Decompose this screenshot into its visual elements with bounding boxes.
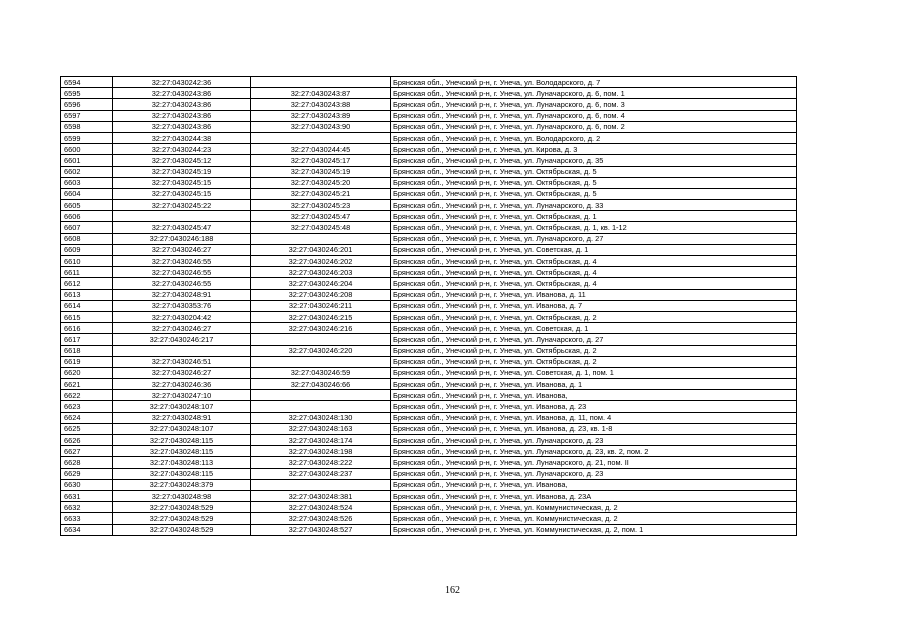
row-number-cell: 6632 bbox=[61, 502, 113, 513]
address-cell: Брянская обл., Унечский р-н, г. Унеча, ул. Советская, д. 1 bbox=[391, 323, 797, 334]
address-cell: Брянская обл., Унечский р-н, г. Унеча, ул. Луначарского, д. 33 bbox=[391, 200, 797, 211]
row-number-cell: 6611 bbox=[61, 267, 113, 278]
row-number-cell: 6614 bbox=[61, 300, 113, 311]
table-row bbox=[61, 222, 797, 233]
cadastral-number-cell: 32:27:0430243:88 bbox=[251, 99, 391, 110]
parent-cadastral-number-cell: 32:27:0430248:115 bbox=[113, 435, 251, 446]
parent-cadastral-number-cell: 32:27:0430246:27 bbox=[113, 323, 251, 334]
parent-cadastral-number-cell: 32:27:0430248:113 bbox=[113, 457, 251, 468]
parent-cadastral-number-cell: 32:27:0430248:115 bbox=[113, 446, 251, 457]
cadastral-number-cell bbox=[251, 356, 391, 367]
cadastral-number-cell: 32:27:0430246:203 bbox=[251, 267, 391, 278]
row-number-cell: 6600 bbox=[61, 144, 113, 155]
cadastral-number-cell: 32:27:0430243:89 bbox=[251, 110, 391, 121]
table-row bbox=[61, 490, 797, 501]
address-cell: Брянская обл., Унечский р-н, г. Унеча, ул. Луначарского, д. 6, пом. 4 bbox=[391, 110, 797, 121]
cadastral-number-cell: 32:27:0430246:208 bbox=[251, 289, 391, 300]
cadastral-number-cell bbox=[251, 479, 391, 490]
address-cell: Брянская обл., Унечский р-н, г. Унеча, ул. Коммунистическая, д. 2, пом. 1 bbox=[391, 524, 797, 535]
address-cell: Брянская обл., Унечский р-н, г. Унеча, ул. Луначарского, д. 23 bbox=[391, 435, 797, 446]
table-row bbox=[61, 121, 797, 132]
row-number-cell: 6604 bbox=[61, 188, 113, 199]
cadastral-number-cell: 32:27:0430246:215 bbox=[251, 311, 391, 322]
table-row bbox=[61, 379, 797, 390]
address-cell: Брянская обл., Унечский р-н, г. Унеча, ул. Октябрьская, д. 5 bbox=[391, 177, 797, 188]
parent-cadastral-number-cell: 32:27:0430243:86 bbox=[113, 121, 251, 132]
parent-cadastral-number-cell: 32:27:0430246:55 bbox=[113, 278, 251, 289]
address-cell: Брянская обл., Унечский р-н, г. Унеча, ул. Луначарского, д. 27 bbox=[391, 233, 797, 244]
table-row bbox=[61, 502, 797, 513]
address-cell: Брянская обл., Унечский р-н, г. Унеча, ул. Октябрьская, д. 2 bbox=[391, 311, 797, 322]
row-number-cell: 6601 bbox=[61, 155, 113, 166]
registry-table bbox=[60, 76, 797, 536]
parent-cadastral-number-cell: 32:27:0430248:529 bbox=[113, 513, 251, 524]
row-number-cell: 6603 bbox=[61, 177, 113, 188]
table-row bbox=[61, 457, 797, 468]
address-cell: Брянская обл., Унечский р-н, г. Унеча, ул. Луначарского, д. 35 bbox=[391, 155, 797, 166]
address-cell: Брянская обл., Унечский р-н, г. Унеча, ул. Луначарского, д. 6, пом. 3 bbox=[391, 99, 797, 110]
address-cell: Брянская обл., Унечский р-н, г. Унеча, ул. Октябрьская, д. 5 bbox=[391, 188, 797, 199]
address-cell: Брянская обл., Унечский р-н, г. Унеча, ул. Луначарского, д. 23 bbox=[391, 468, 797, 479]
row-number-cell: 6621 bbox=[61, 379, 113, 390]
table-row bbox=[61, 345, 797, 356]
address-cell: Брянская обл., Унечский р-н, г. Унеча, ул. Луначарского, д. 6, пом. 1 bbox=[391, 88, 797, 99]
parent-cadastral-number-cell: 32:27:0430243:86 bbox=[113, 99, 251, 110]
parent-cadastral-number-cell: 32:27:0430242:36 bbox=[113, 77, 251, 88]
parent-cadastral-number-cell: 32:27:0430248:529 bbox=[113, 524, 251, 535]
parent-cadastral-number-cell: 32:27:0430246:51 bbox=[113, 356, 251, 367]
cadastral-number-cell: 32:27:0430248:222 bbox=[251, 457, 391, 468]
table-row bbox=[61, 244, 797, 255]
row-number-cell: 6610 bbox=[61, 256, 113, 267]
cadastral-number-cell bbox=[251, 401, 391, 412]
cadastral-number-cell bbox=[251, 233, 391, 244]
cadastral-number-cell bbox=[251, 390, 391, 401]
table-row bbox=[61, 524, 797, 535]
cadastral-number-cell: 32:27:0430246:202 bbox=[251, 256, 391, 267]
table-row bbox=[61, 200, 797, 211]
row-number-cell: 6595 bbox=[61, 88, 113, 99]
cadastral-number-cell bbox=[251, 77, 391, 88]
table-row bbox=[61, 77, 797, 88]
row-number-cell: 6596 bbox=[61, 99, 113, 110]
row-number-cell: 6625 bbox=[61, 423, 113, 434]
page-number: 162 bbox=[445, 585, 460, 596]
row-number-cell: 6598 bbox=[61, 121, 113, 132]
address-cell: Брянская обл., Унечский р-н, г. Унеча, ул. Советская, д. 1 bbox=[391, 244, 797, 255]
cadastral-number-cell: 32:27:0430245:20 bbox=[251, 177, 391, 188]
row-number-cell: 6605 bbox=[61, 200, 113, 211]
parent-cadastral-number-cell: 32:27:0430246:27 bbox=[113, 244, 251, 255]
cadastral-number-cell: 32:27:0430246:204 bbox=[251, 278, 391, 289]
parent-cadastral-number-cell: 32:27:0430248:91 bbox=[113, 412, 251, 423]
address-cell: Брянская обл., Унечский р-н, г. Унеча, ул. Луначарского, д. 27 bbox=[391, 334, 797, 345]
parent-cadastral-number-cell: 32:27:0430244:23 bbox=[113, 144, 251, 155]
row-number-cell: 6619 bbox=[61, 356, 113, 367]
table-row bbox=[61, 468, 797, 479]
table-row bbox=[61, 446, 797, 457]
row-number-cell: 6622 bbox=[61, 390, 113, 401]
row-number-cell: 6620 bbox=[61, 367, 113, 378]
address-cell: Брянская обл., Унечский р-н, г. Унеча, ул. Коммунистическая, д. 2 bbox=[391, 513, 797, 524]
table-row bbox=[61, 144, 797, 155]
parent-cadastral-number-cell: 32:27:0430248:91 bbox=[113, 289, 251, 300]
address-cell: Брянская обл., Унечский р-н, г. Унеча, ул. Коммунистическая, д. 2 bbox=[391, 502, 797, 513]
address-cell: Брянская обл., Унечский р-н, г. Унеча, ул. Иванова, д. 23, кв. 1-8 bbox=[391, 423, 797, 434]
cadastral-number-cell: 32:27:0430246:59 bbox=[251, 367, 391, 378]
row-number-cell: 6616 bbox=[61, 323, 113, 334]
cadastral-number-cell: 32:27:0430248:524 bbox=[251, 502, 391, 513]
cadastral-number-cell: 32:27:0430248:163 bbox=[251, 423, 391, 434]
table-row bbox=[61, 211, 797, 222]
cadastral-number-cell: 32:27:0430246:220 bbox=[251, 345, 391, 356]
table-row bbox=[61, 267, 797, 278]
address-cell: Брянская обл., Унечский р-н, г. Унеча, ул. Луначарского, д. 6, пом. 2 bbox=[391, 121, 797, 132]
table-row bbox=[61, 88, 797, 99]
row-number-cell: 6613 bbox=[61, 289, 113, 300]
table-row bbox=[61, 155, 797, 166]
cadastral-number-cell: 32:27:0430245:17 bbox=[251, 155, 391, 166]
parent-cadastral-number-cell bbox=[113, 345, 251, 356]
cadastral-number-cell: 32:27:0430245:48 bbox=[251, 222, 391, 233]
table-row bbox=[61, 311, 797, 322]
parent-cadastral-number-cell bbox=[113, 211, 251, 222]
address-cell: Брянская обл., Унечский р-н, г. Унеча, ул. Октябрьская, д. 4 bbox=[391, 267, 797, 278]
cadastral-number-cell: 32:27:0430248:130 bbox=[251, 412, 391, 423]
table-row bbox=[61, 99, 797, 110]
address-cell: Брянская обл., Унечский р-н, г. Унеча, ул. Луначарского, д. 21, пом. II bbox=[391, 457, 797, 468]
row-number-cell: 6634 bbox=[61, 524, 113, 535]
table-row bbox=[61, 423, 797, 434]
row-number-cell: 6597 bbox=[61, 110, 113, 121]
cadastral-number-cell: 32:27:0430246:66 bbox=[251, 379, 391, 390]
cadastral-number-cell: 32:27:0430248:526 bbox=[251, 513, 391, 524]
cadastral-number-cell: 32:27:0430245:23 bbox=[251, 200, 391, 211]
table-row bbox=[61, 278, 797, 289]
parent-cadastral-number-cell: 32:27:0430243:86 bbox=[113, 88, 251, 99]
parent-cadastral-number-cell: 32:27:0430246:36 bbox=[113, 379, 251, 390]
cadastral-number-cell: 32:27:0430248:198 bbox=[251, 446, 391, 457]
address-cell: Брянская обл., Унечский р-н, г. Унеча, ул. Иванова, д. 11, пом. 4 bbox=[391, 412, 797, 423]
table-row bbox=[61, 412, 797, 423]
address-cell: Брянская обл., Унечский р-н, г. Унеча, ул. Октябрьская, д. 5 bbox=[391, 166, 797, 177]
parent-cadastral-number-cell: 32:27:0430245:22 bbox=[113, 200, 251, 211]
table-row bbox=[61, 513, 797, 524]
cadastral-number-cell: 32:27:0430248:174 bbox=[251, 435, 391, 446]
parent-cadastral-number-cell: 32:27:0430245:12 bbox=[113, 155, 251, 166]
row-number-cell: 6626 bbox=[61, 435, 113, 446]
row-number-cell: 6623 bbox=[61, 401, 113, 412]
parent-cadastral-number-cell: 32:27:0430353:76 bbox=[113, 300, 251, 311]
address-cell: Брянская обл., Унечский р-н, г. Унеча, ул. Октябрьская, д. 2 bbox=[391, 356, 797, 367]
address-cell: Брянская обл., Унечский р-н, г. Унеча, ул. Октябрьская, д. 1, кв. 1-12 bbox=[391, 222, 797, 233]
table-row bbox=[61, 367, 797, 378]
row-number-cell: 6599 bbox=[61, 132, 113, 143]
cadastral-number-cell: 32:27:0430246:201 bbox=[251, 244, 391, 255]
address-cell: Брянская обл., Унечский р-н, г. Унеча, ул. Октябрьская, д. 2 bbox=[391, 345, 797, 356]
cadastral-number-cell: 32:27:0430245:19 bbox=[251, 166, 391, 177]
table-row bbox=[61, 356, 797, 367]
table-row bbox=[61, 166, 797, 177]
table-row bbox=[61, 110, 797, 121]
row-number-cell: 6608 bbox=[61, 233, 113, 244]
cadastral-number-cell: 32:27:0430243:90 bbox=[251, 121, 391, 132]
parent-cadastral-number-cell: 32:27:0430243:86 bbox=[113, 110, 251, 121]
parent-cadastral-number-cell: 32:27:0430246:55 bbox=[113, 256, 251, 267]
table-row bbox=[61, 177, 797, 188]
table-row bbox=[61, 334, 797, 345]
registry-table-body bbox=[61, 77, 797, 536]
address-cell: Брянская обл., Унечский р-н, г. Унеча, ул. Иванова, д. 11 bbox=[391, 289, 797, 300]
cadastral-number-cell: 32:27:0430248:527 bbox=[251, 524, 391, 535]
parent-cadastral-number-cell: 32:27:0430248:98 bbox=[113, 490, 251, 501]
address-cell: Брянская обл., Унечский р-н, г. Унеча, ул. Иванова, д. 7 bbox=[391, 300, 797, 311]
parent-cadastral-number-cell: 32:27:0430248:107 bbox=[113, 401, 251, 412]
table-row bbox=[61, 132, 797, 143]
table-row bbox=[61, 401, 797, 412]
table-row bbox=[61, 390, 797, 401]
address-cell: Брянская обл., Унечский р-н, г. Унеча, ул. Кирова, д. 3 bbox=[391, 144, 797, 155]
parent-cadastral-number-cell: 32:27:0430245:15 bbox=[113, 188, 251, 199]
row-number-cell: 6602 bbox=[61, 166, 113, 177]
row-number-cell: 6609 bbox=[61, 244, 113, 255]
address-cell: Брянская обл., Унечский р-н, г. Унеча, ул. Иванова, bbox=[391, 390, 797, 401]
cadastral-number-cell: 32:27:0430243:87 bbox=[251, 88, 391, 99]
parent-cadastral-number-cell: 32:27:0430248:379 bbox=[113, 479, 251, 490]
table-row bbox=[61, 435, 797, 446]
row-number-cell: 6618 bbox=[61, 345, 113, 356]
row-number-cell: 6612 bbox=[61, 278, 113, 289]
parent-cadastral-number-cell: 32:27:0430248:107 bbox=[113, 423, 251, 434]
row-number-cell: 6629 bbox=[61, 468, 113, 479]
parent-cadastral-number-cell: 32:27:0430245:15 bbox=[113, 177, 251, 188]
parent-cadastral-number-cell: 32:27:0430244:38 bbox=[113, 132, 251, 143]
address-cell: Брянская обл., Унечский р-н, г. Унеча, ул. Иванова, д. 23А bbox=[391, 490, 797, 501]
address-cell: Брянская обл., Унечский р-н, г. Унеча, ул. Октябрьская, д. 1 bbox=[391, 211, 797, 222]
address-cell: Брянская обл., Унечский р-н, г. Унеча, ул. Иванова, д. 1 bbox=[391, 379, 797, 390]
address-cell: Брянская обл., Унечский р-н, г. Унеча, ул. Иванова, bbox=[391, 479, 797, 490]
table-row bbox=[61, 256, 797, 267]
parent-cadastral-number-cell: 32:27:0430248:529 bbox=[113, 502, 251, 513]
address-cell: Брянская обл., Унечский р-н, г. Унеча, ул. Октябрьская, д. 4 bbox=[391, 256, 797, 267]
row-number-cell: 6607 bbox=[61, 222, 113, 233]
address-cell: Брянская обл., Унечский р-н, г. Унеча, ул. Иванова, д. 23 bbox=[391, 401, 797, 412]
parent-cadastral-number-cell: 32:27:0430204:42 bbox=[113, 311, 251, 322]
address-cell: Брянская обл., Унечский р-н, г. Унеча, ул. Володарского, д. 2 bbox=[391, 132, 797, 143]
row-number-cell: 6631 bbox=[61, 490, 113, 501]
row-number-cell: 6617 bbox=[61, 334, 113, 345]
table-row bbox=[61, 289, 797, 300]
table-row bbox=[61, 323, 797, 334]
table-row bbox=[61, 479, 797, 490]
cadastral-number-cell: 32:27:0430245:47 bbox=[251, 211, 391, 222]
cadastral-number-cell: 32:27:0430246:211 bbox=[251, 300, 391, 311]
parent-cadastral-number-cell: 32:27:0430246:217 bbox=[113, 334, 251, 345]
row-number-cell: 6624 bbox=[61, 412, 113, 423]
cadastral-number-cell: 32:27:0430248:381 bbox=[251, 490, 391, 501]
cadastral-number-cell: 32:27:0430248:237 bbox=[251, 468, 391, 479]
row-number-cell: 6606 bbox=[61, 211, 113, 222]
parent-cadastral-number-cell: 32:27:0430245:19 bbox=[113, 166, 251, 177]
row-number-cell: 6630 bbox=[61, 479, 113, 490]
cadastral-number-cell bbox=[251, 334, 391, 345]
table-row bbox=[61, 300, 797, 311]
table-row bbox=[61, 233, 797, 244]
parent-cadastral-number-cell: 32:27:0430245:47 bbox=[113, 222, 251, 233]
cadastral-number-cell: 32:27:0430245:21 bbox=[251, 188, 391, 199]
parent-cadastral-number-cell: 32:27:0430247:10 bbox=[113, 390, 251, 401]
row-number-cell: 6594 bbox=[61, 77, 113, 88]
parent-cadastral-number-cell: 32:27:0430248:115 bbox=[113, 468, 251, 479]
row-number-cell: 6615 bbox=[61, 311, 113, 322]
cadastral-number-cell: 32:27:0430246:216 bbox=[251, 323, 391, 334]
table-row bbox=[61, 188, 797, 199]
row-number-cell: 6627 bbox=[61, 446, 113, 457]
cadastral-number-cell: 32:27:0430244:45 bbox=[251, 144, 391, 155]
address-cell: Брянская обл., Унечский р-н, г. Унеча, ул. Октябрьская, д. 4 bbox=[391, 278, 797, 289]
row-number-cell: 6633 bbox=[61, 513, 113, 524]
parent-cadastral-number-cell: 32:27:0430246:27 bbox=[113, 367, 251, 378]
parent-cadastral-number-cell: 32:27:0430246:188 bbox=[113, 233, 251, 244]
address-cell: Брянская обл., Унечский р-н, г. Унеча, ул. Советская, д. 1, пом. 1 bbox=[391, 367, 797, 378]
cadastral-number-cell bbox=[251, 132, 391, 143]
parent-cadastral-number-cell: 32:27:0430246:55 bbox=[113, 267, 251, 278]
address-cell: Брянская обл., Унечский р-н, г. Унеча, ул. Луначарского, д. 23, кв. 2, пом. 2 bbox=[391, 446, 797, 457]
address-cell: Брянская обл., Унечский р-н, г. Унеча, ул. Володарского, д. 7 bbox=[391, 77, 797, 88]
row-number-cell: 6628 bbox=[61, 457, 113, 468]
